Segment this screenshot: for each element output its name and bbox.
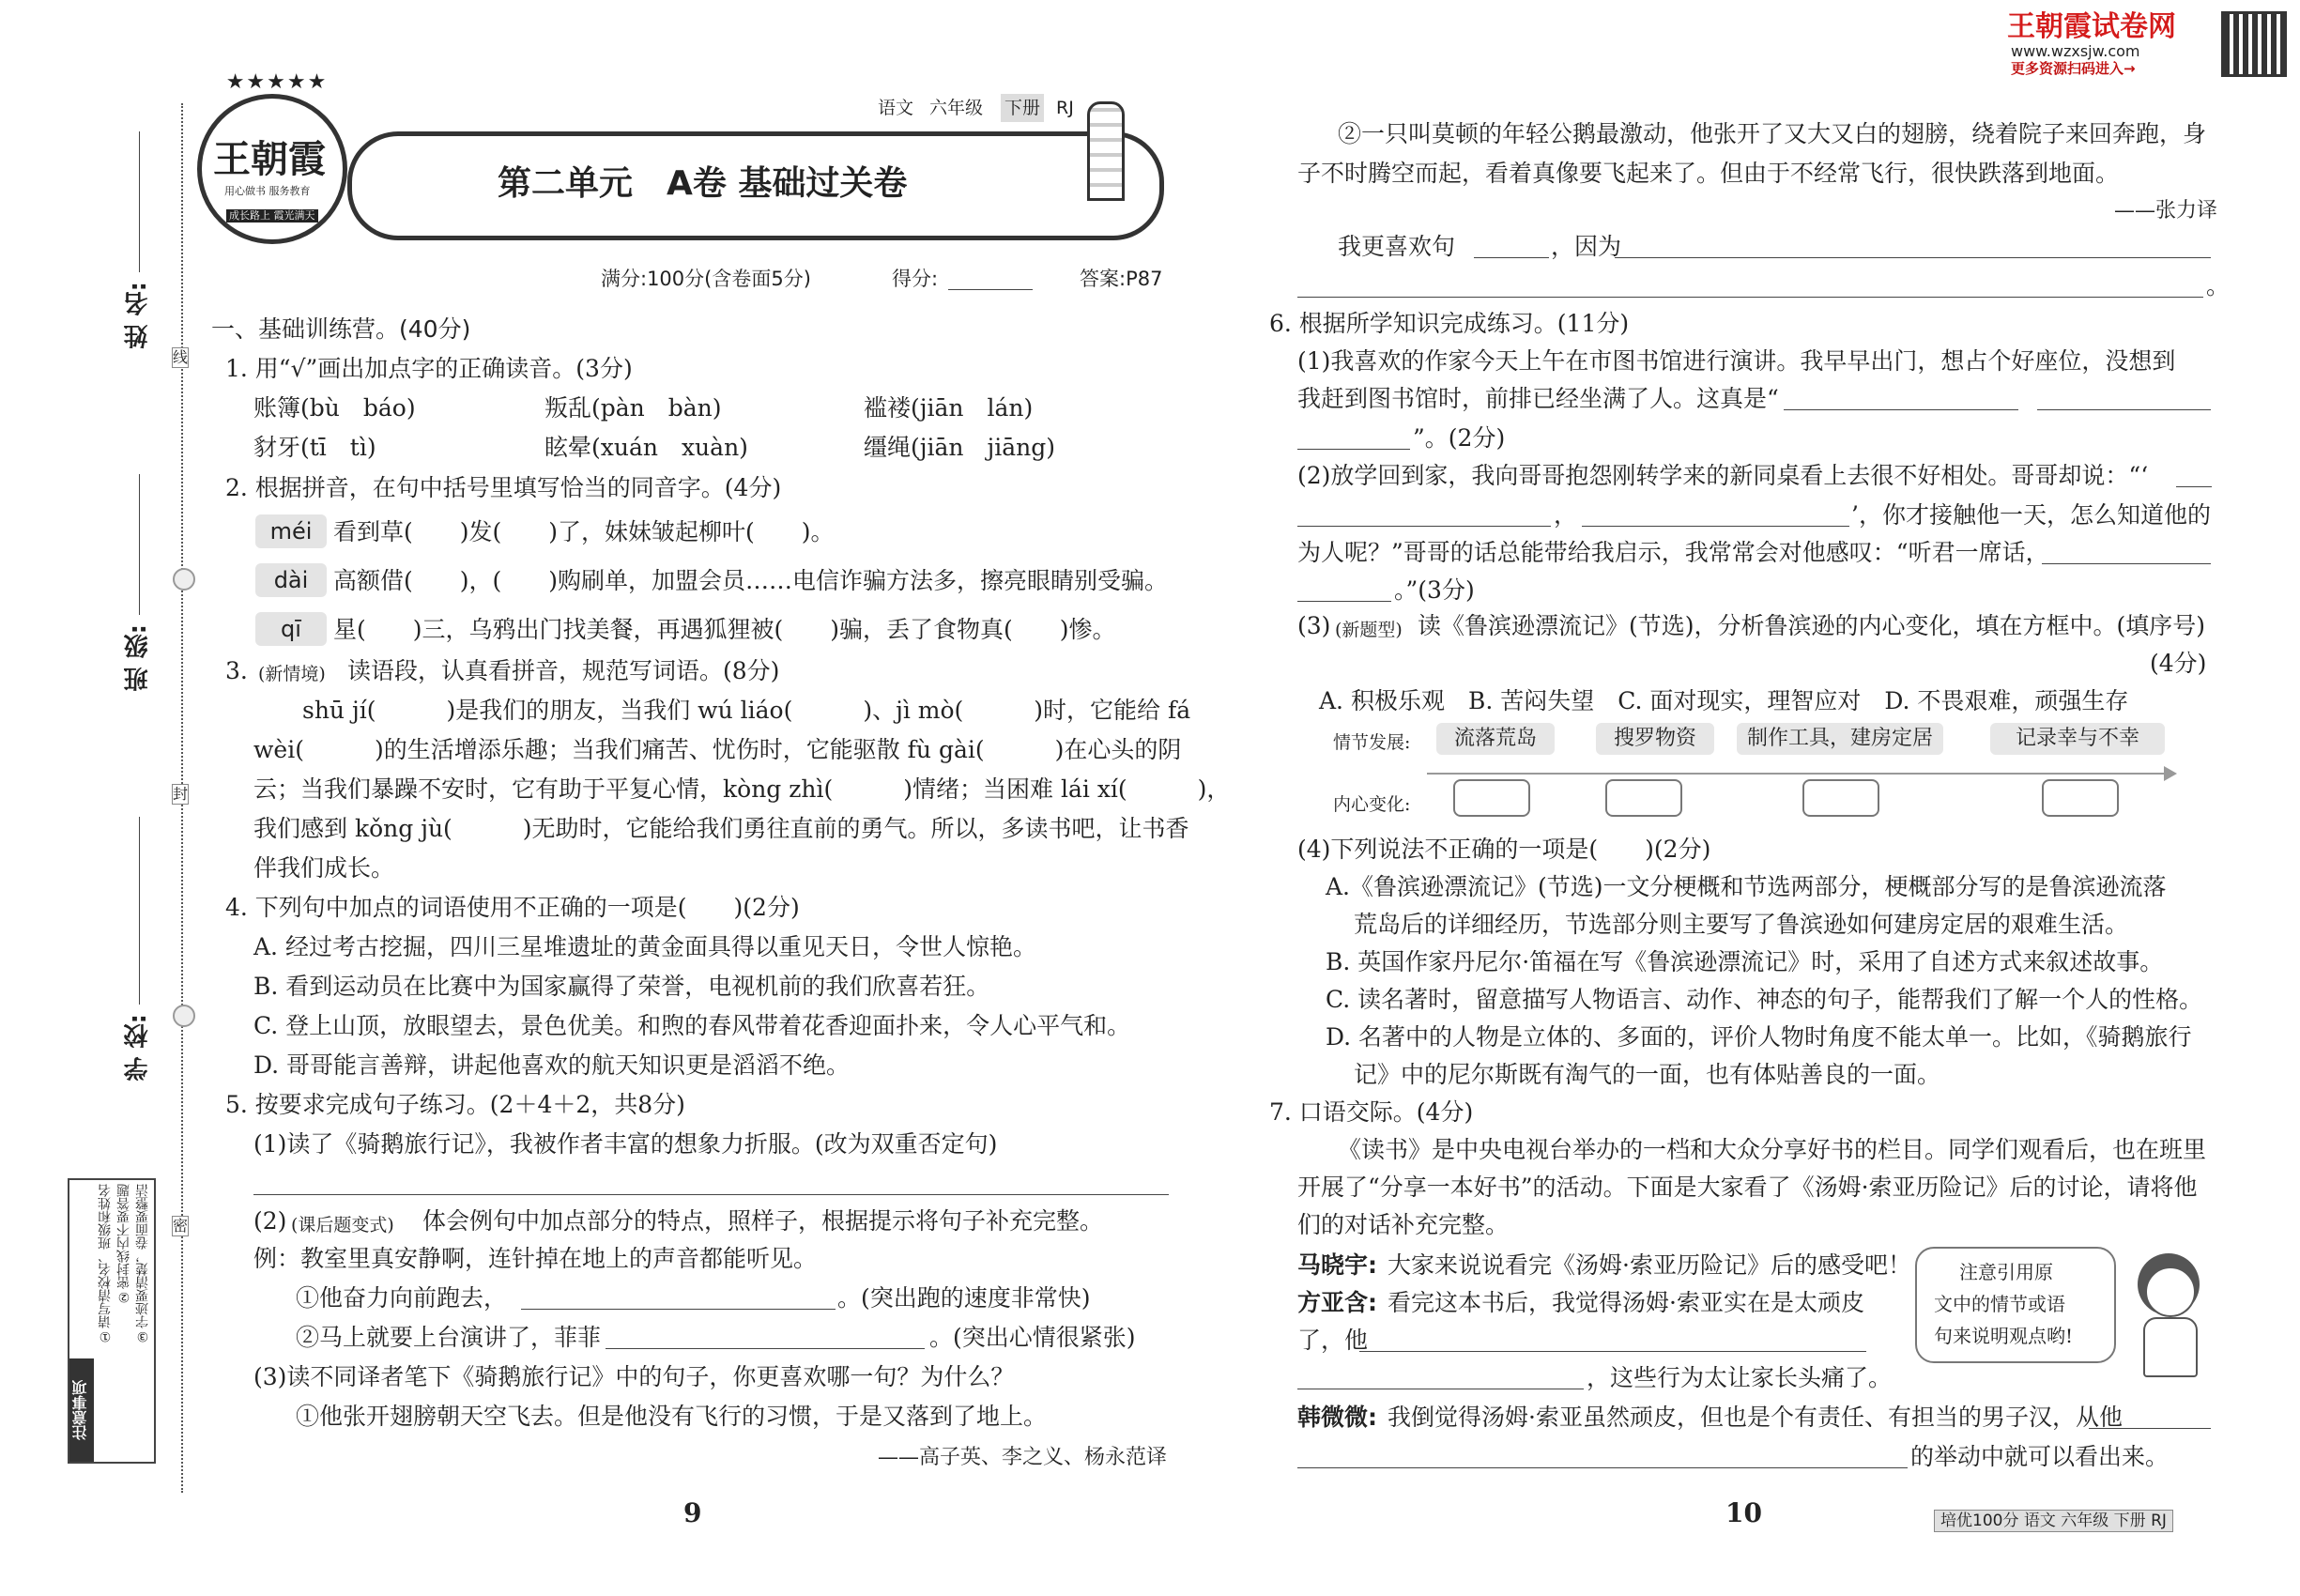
brand-name: 王朝霞 [213,137,326,181]
q4-option[interactable]: C. 登上山顶，放眼望去，景色优美。和煦的春风带着花香迎面扑来，令人心平气和。 [253,1012,1131,1039]
class-field[interactable] [139,474,140,615]
speaker-1: 马晓宇: [1297,1251,1377,1279]
q5-translator-1: ——高子英、李之义、杨永范译 [878,1446,1168,1469]
q4-option[interactable]: D. 哥哥能言善辩，讲起他喜欢的航天知识更是滔滔不绝。 [253,1051,851,1079]
q6-choices: A. 积极乐观 B. 苦闷失望 C. 面对现实，理智应对 D. 不畏艰难，顽强生存 [1319,687,2129,714]
q1-item[interactable]: 叛乱(pàn bàn) [544,394,722,422]
q6-part4: (4)下列说法不正确的一项是( )(2分) [1297,836,1711,863]
name-field[interactable] [139,131,140,272]
q3-line[interactable]: shū jí( )是我们的朋友，当我们 wú liáo( )、jì mò( )时，它能给 fá [302,697,1191,724]
q6-part2a: (2)放学回到家，我向哥哥抱怨刚转学来的新同桌看上去很不好相处。哥哥却说：“‘ [1297,462,2149,489]
school-field[interactable] [139,817,140,1005]
corner-brand: 王朝霞试卷网 [2007,10,2176,43]
q6-option: 记》中的尼尔斯既有淘气的一面，也有体贴善良的一面。 [1354,1061,1941,1088]
q5-example: 例：教室里真安静啊，连针掉在地上的声音都能听见。 [253,1245,818,1272]
q5-sentence-1-hint: 。(突出跑的速度非常快) [837,1284,1091,1312]
q7-intro: 《读书》是中央电视台举办的一档和大众分享好书的栏目。同学们观看后，也在班里 [1338,1136,2207,1163]
school-label: 学 校: [124,1014,152,1082]
q2-sentence[interactable]: 看到草( )发( )了，妹妹皱起柳叶( )。 [333,518,835,545]
q5-part2: 体会例句中加点部分的特点，照样子，根据提示将句子补充完整。 [422,1207,1104,1235]
prefer-because: ，因为 [1551,233,1622,260]
q6-part2e: 。”(3分) [1394,576,1475,604]
q6-part2-field-2[interactable] [1297,526,1551,527]
q1-item[interactable]: 账簿(bù báo) [253,394,416,422]
speaker-3: 韩微微: [1297,1404,1377,1431]
mind-answer-box[interactable] [1802,779,1879,817]
q3-tag: (新情境) [258,664,326,684]
corner-url: www.wzxsjw.com [2011,42,2140,60]
notes-item-1: ①请写清校名、班级和姓名 [98,1184,113,1343]
q6-title: 6. 根据所学知识完成练习。(11分) [1269,310,1630,337]
page-number-left: 9 [683,1497,702,1528]
q2-pinyin: dài [255,563,327,597]
lighthouse-icon [1087,101,1125,201]
q5-part2-tag: (课后题变式) [291,1215,394,1235]
qr-code-icon [2221,11,2287,77]
page-title: 第二单元 A卷 基础过关卷 [498,164,908,203]
q1-item[interactable]: 眩晕(xuán xuàn) [544,434,748,461]
section-1-heading: 一、基础训练营。(40分) [211,315,471,343]
q6-part2d: 为人呢？”哥哥的话总能带给我启示，我常常会对他感叹：“听君一席话， [1297,539,2049,566]
q7-intro: 们的对话补充完整。 [1297,1211,1510,1238]
tip-line: 句来说明观点哟! [1934,1325,2074,1347]
q5-translator-2: ——张力译 [2114,199,2218,223]
q6-option[interactable]: A.《鲁滨逊漂流记》(节选)一文分梗概和节选两部分，梗概部分写的是鲁滨逊流落 [1326,873,2167,900]
plot-arrow [1427,773,2169,775]
prefer-reason-field[interactable] [1615,257,2211,258]
q3-line[interactable]: 伴我们成长。 [253,854,395,882]
q6-part1-field[interactable] [1784,409,2018,410]
tip-line: 文中的情节或语 [1934,1293,2065,1315]
q4-title: 4. 下列句中加点的词语使用不正确的一项是( )(2分) [225,894,800,921]
header-volume: 下册 [1001,94,1044,122]
speaker-2-text-c: ，这些行为太让家长头痛了。 [1587,1364,1893,1391]
q6-part2-field[interactable] [2176,486,2212,487]
student-avatar-icon [2126,1253,2211,1375]
footer-series: 培优100分 语文 六年级 下册 RJ [1934,1510,2173,1532]
q6-part3-score: (4分) [2150,650,2207,677]
q6-part2b: ， [1554,501,1578,529]
q5-part1-answer[interactable] [253,1194,1169,1195]
q5-sentence-2-answer[interactable] [606,1348,925,1349]
q1-item[interactable]: 豺牙(tī tì) [253,434,376,461]
speaker-2-text-b: 了，他 [1297,1327,1369,1354]
q6-part2c: ’，你才接触他一天，怎么知道他的 [1851,501,2211,529]
q2-title: 2. 根据拼音，在句中括号里填写恰当的同音字。(4分) [225,474,782,501]
tip-bubble [1915,1247,2116,1363]
q4-option[interactable]: A. 经过考古挖掘，四川三星堆遗址的黄金面具得以重见天日，令世人惊艳。 [253,933,1036,960]
notes-title: 注意事项 [69,1358,94,1462]
q3-title: 读语段，认真看拼音，规范写词语。(8分) [347,657,780,684]
q5-quote-2b: 子不时腾空而起，看着真像要飞起来了。但由于不经常飞行，很快跌落到地面。 [1297,160,2120,187]
q3-line[interactable]: 我们感到 kǒng jù( )无助时，它能给我们勇往直前的勇气。所以，多读书吧，让书香 [253,815,1189,842]
answer-ref: 答案:P87 [1080,268,1163,290]
speaker-1-text: 大家来说说看完《汤姆·索亚历险记》后的感受吧！ [1388,1251,1911,1279]
q5-sentence-2: ②马上就要上台演讲了，菲菲 [296,1324,602,1351]
plot-label: 情节发展: [1333,732,1411,753]
q5-part3: (3)读不同译者笔下《骑鹅旅行记》中的句子，你更喜欢哪一句？为什么？ [253,1363,1015,1390]
seal-mark-seal: 封 [173,785,189,803]
q1-title: 1. 用“√”画出加点字的正确读音。(3分) [225,355,633,382]
arrow-right-icon [2164,766,2177,781]
q6-option: 荒岛后的详细经历，节选部分则主要写了鲁滨逊如何建房定居的艰难生活。 [1354,911,2129,938]
q6-part3-tag: (新题型) [1335,620,1403,640]
q5-quote-1: ①他张开翅膀朝天空飞去。但是他没有飞行的习惯，于是又落到了地上。 [296,1403,1048,1430]
speaker-3-text: 我倒觉得汤姆·索亚虽然顽皮，但也是个有责任、有担当的男子汉，从他 [1388,1404,2123,1431]
q6-option[interactable]: D. 名著中的人物是立体的、多面的，评价人物时角度不能太单一。比如，《骑鹅旅行 [1326,1023,2192,1051]
score-label: 得分: [892,268,939,290]
score-field[interactable] [948,289,1033,290]
prefer-period: 。 [2206,272,2231,299]
plot-stage: 记录幸与不幸 [1990,723,2165,755]
tip-line: 注意引用原 [1959,1261,2053,1283]
q6-part2-field-5[interactable] [1297,601,1391,602]
q5-part2-num: (2) [253,1207,287,1235]
q3-num: 3. [225,657,248,684]
notes-item-2: ②密封线内不要答题 [116,1184,131,1304]
q5-quote-2a: ②一只叫莫顿的年轻公鹅最激动，他张开了又大又白的翅膀，绕着院子来回奔跑，身 [1338,120,2207,147]
mind-answer-box[interactable] [1605,779,1682,817]
corner-logo [2007,11,2289,77]
notes-item-3: ③字迹要清楚，卷面要整洁 [135,1184,150,1343]
q7-intro: 开展了“分享一本好书”的活动。下面是大家看了《汤姆·索亚历险记》后的讨论，请将他 [1297,1174,2198,1201]
star-icon: ★★★★★ [225,70,329,94]
speaker-3-field-2[interactable] [1297,1467,1908,1468]
q3-line[interactable]: 云；当我们暴躁不安时，它有助于平复心情，kòng zhì( )情绪；当困难 lái xí( )， [253,775,1231,803]
header-edition: RJ [1056,98,1074,118]
speaker-2-field[interactable] [1359,1351,1866,1352]
binding-hole-icon [173,1005,195,1027]
binding-hole-icon [173,568,195,591]
seal-mark-line: 线 [173,348,189,366]
q6-part1-field-2[interactable] [2037,409,2211,410]
q6-part2-field-4[interactable] [2042,563,2211,564]
header-grade: 六年级 [929,98,984,118]
plot-stage: 流落荒岛 [1436,723,1555,755]
q6-option[interactable]: B. 英国作家丹尼尔·笛福在写《鲁滨逊漂流记》时，采用了自述方式来叙述故事。 [1326,948,2164,975]
q6-part1-field-3[interactable] [1297,449,1410,450]
brand-logo [197,70,347,244]
plot-stage: 制作工具，建房定居 [1737,723,1943,755]
q6-part1b: 我赶到图书馆时，前排已经坐满了人。这真是“ [1297,385,1779,412]
q4-option[interactable]: B. 看到运动员在比赛中为国家赢得了荣誉，电视机前的我们欣喜若狂。 [253,973,990,1000]
q2-sentence[interactable]: 高额借( )，( )购刷单，加盟会员……电信诈骗方法多，擦亮眼睛别受骗。 [333,567,1169,594]
q7-title: 7. 口语交际。(4分) [1269,1098,1474,1126]
q6-option[interactable]: C. 读名著时，留意描写人物语言、动作、神态的句子，能帮我们了解一个人的性格。 [1326,986,2203,1013]
q1-item[interactable]: 缰绳(jiān jiāng) [864,434,1056,461]
name-label: 姓 名: [124,282,152,349]
full-score: 满分:100分(含卷面5分) [601,268,811,290]
class-label: 班 级: [124,624,152,692]
q5-sentence-1-answer[interactable] [521,1309,836,1310]
q5-sentence-2-hint: 。(突出心情很紧张) [929,1324,1136,1351]
brand-tag-2: 成长路上 霞光满天 [226,209,318,223]
q6-part3-num: (3) [1297,612,1331,639]
prefer-reason-field-2[interactable] [1297,297,2203,298]
page-number-right: 10 [1725,1497,1762,1528]
q6-part2-field-3[interactable] [1582,526,1849,527]
q6-part3: 读《鲁滨逊漂流记》(节选)，分析鲁滨逊的内心变化，填在方框中。(填序号) [1418,612,2206,639]
q5-title: 5. 按要求完成句子练习。(2＋4＋2，共8分) [225,1091,685,1118]
prefer-sentence-field[interactable] [1474,257,1549,258]
mind-answer-box[interactable] [1453,779,1530,817]
q3-line[interactable]: wèi( )的生活增添乐趣；当我们痛苦、忧伤时，它能驱散 fù gài( )在心头的阴 [253,736,1182,763]
seal-mark-secret: 密 [173,1217,189,1235]
mind-label: 内心变化: [1333,794,1411,815]
q6-part1a: (1)我喜欢的作家今天上午在市图书馆进行演讲。我早早出门，想占个好座位，没想到 [1297,347,2176,375]
speaker-2-text: 看完这本书后，我觉得汤姆·索亚实在是太顽皮 [1388,1289,1864,1316]
mind-answer-box[interactable] [2042,779,2119,817]
prefer-label: 我更喜欢句 [1338,233,1456,260]
speaker-2: 方亚含: [1297,1289,1377,1316]
q5-sentence-1: ①他奋力向前跑去， [296,1284,508,1312]
notes-box [68,1178,156,1464]
speaker-3-text-b: 的举动中就可以看出来。 [1910,1443,2170,1470]
q1-item[interactable]: 褴褛(jiān lán) [864,394,1034,422]
q2-pinyin: qī [255,612,327,646]
corner-slogan: 更多资源扫码进入→ [2011,60,2136,77]
q2-sentence[interactable]: 星( )三，乌鸦出门找美餐，再遇狐狸被( )骗，丢了食物真( )惨。 [333,616,1116,643]
header-subject: 语文 [878,98,914,118]
plot-stage: 搜罗物资 [1596,723,1714,755]
brand-tag-1: 用心做书 服务教育 [224,185,311,197]
q5-part1: (1)读了《骑鹅旅行记》，我被作者丰富的想象力折服。(改为双重否定句) [253,1130,998,1158]
speaker-3-field[interactable] [2089,1428,2211,1429]
q2-pinyin: méi [255,514,327,548]
q6-part1c: ”。(2分) [1413,424,1506,452]
